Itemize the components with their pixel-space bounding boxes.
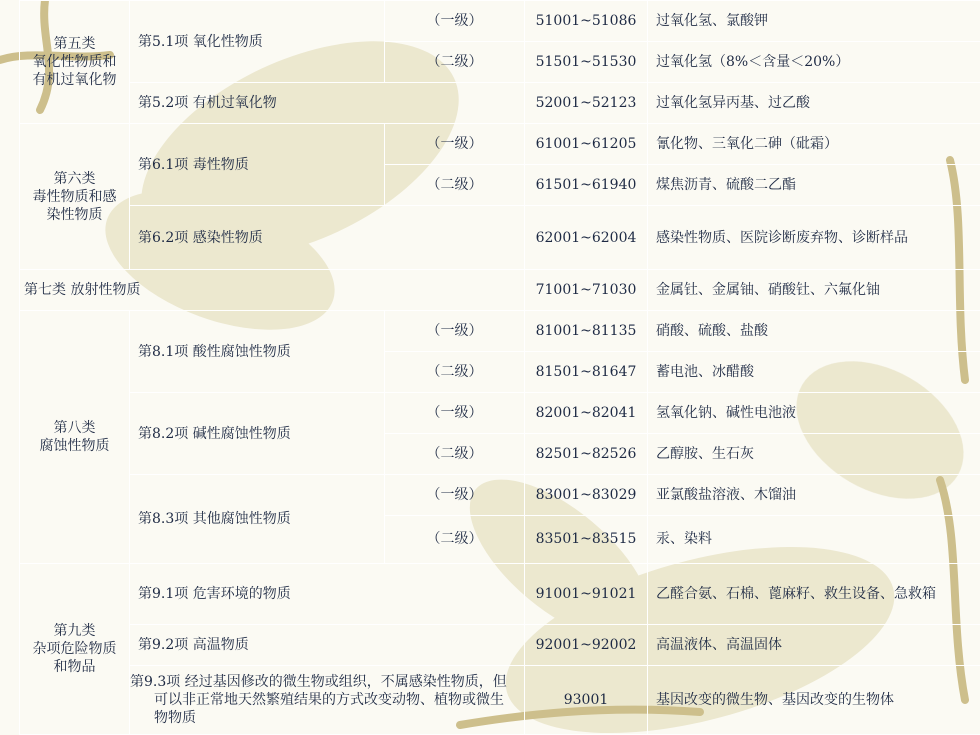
item-6-2-cell: 第6.2项 感染性物质 (130, 206, 525, 270)
examples-cell: 乙醇胺、生石灰 (648, 434, 980, 475)
item-9-2-cell: 第9.2项 高温物质 (130, 625, 525, 666)
table-row (20, 666, 980, 735)
item-9-1-cell: 第9.1项 危害环境的物质 (130, 563, 525, 625)
level-cell: （一级） (385, 475, 525, 516)
item-9-3-cell: 第9.3项 经过基因修改的微生物或组织，不属感染性物质，但可以非正常地天然繁殖结果的方式改变动物、植物或微生物物质 (130, 666, 525, 735)
examples-cell: 过氧化氢、氯酸钾 (648, 1, 980, 42)
code-cell: 83501~83515 (525, 516, 648, 563)
class-8-cell: 第八类 腐蚀性物质 (20, 311, 130, 564)
table-row (20, 311, 980, 352)
code-cell: 83001~83029 (525, 475, 648, 516)
class-5-cell: 第五类 氧化性物质和有机过氧化物 (20, 1, 130, 124)
examples-cell: 亚氯酸盐溶液、木馏油 (648, 475, 980, 516)
examples-cell: 过氧化氢异丙基、过乙酸 (648, 83, 980, 124)
examples-cell: 氢氧化钠、碱性电池液 (648, 393, 980, 434)
examples-cell: 氰化物、三氧化二砷（砒霜） (648, 124, 980, 165)
table-row (20, 83, 980, 124)
examples-cell: 蓄电池、冰醋酸 (648, 352, 980, 393)
item-8-3-cell: 第8.3项 其他腐蚀性物质 (130, 475, 385, 563)
code-cell: 92001~92002 (525, 625, 648, 666)
item-5-1-cell: 第5.1项 氧化性物质 (130, 1, 385, 83)
table-row (20, 563, 980, 625)
level-cell: （一级） (385, 1, 525, 42)
item-8-1-cell: 第8.1项 酸性腐蚀性物质 (130, 311, 385, 393)
examples-cell: 汞、染料 (648, 516, 980, 563)
class-9-cell: 第九类 杂项危险物质和物品 (20, 563, 130, 734)
table-row (20, 269, 980, 310)
code-cell: 52001~52123 (525, 83, 648, 124)
level-cell: （二级） (385, 352, 525, 393)
examples-cell: 感染性物质、医院诊断废弃物、诊断样品 (648, 206, 980, 270)
code-cell: 61501~61940 (525, 165, 648, 206)
examples-cell: 基因改变的微生物、基因改变的生物体 (648, 666, 980, 735)
code-cell: 93001 (525, 666, 648, 735)
examples-cell: 乙醛合氨、石棉、蓖麻籽、救生设备、急救箱 (648, 563, 980, 625)
code-cell: 81501~81647 (525, 352, 648, 393)
table-row (20, 1, 980, 42)
item-8-2-cell: 第8.2项 碱性腐蚀性物质 (130, 393, 385, 475)
item-5-2-cell: 第5.2项 有机过氧化物 (130, 83, 525, 124)
examples-cell: 高温液体、高温固体 (648, 625, 980, 666)
code-cell: 51501~51530 (525, 42, 648, 83)
level-cell: （二级） (385, 165, 525, 206)
code-cell: 82001~82041 (525, 393, 648, 434)
table-row (20, 625, 980, 666)
table-row (20, 206, 980, 270)
class-7-cell: 第七类 放射性物质 (20, 269, 525, 310)
level-cell: （一级） (385, 393, 525, 434)
dangerous-goods-classification-table (19, 0, 980, 735)
table-row (20, 124, 980, 165)
code-cell: 91001~91021 (525, 563, 648, 625)
code-cell: 61001~61205 (525, 124, 648, 165)
examples-cell: 硝酸、硫酸、盐酸 (648, 311, 980, 352)
code-cell: 71001~71030 (525, 269, 648, 310)
class-6-cell: 第六类 毒性物质和感染性物质 (20, 124, 130, 270)
level-cell: （二级） (385, 42, 525, 83)
code-cell: 81001~81135 (525, 311, 648, 352)
item-6-1-cell: 第6.1项 毒性物质 (130, 124, 385, 206)
examples-cell: 过氧化氢（8%＜含量＜20%） (648, 42, 980, 83)
level-cell: （二级） (385, 516, 525, 563)
code-cell: 62001~62004 (525, 206, 648, 270)
level-cell: （一级） (385, 124, 525, 165)
level-cell: （一级） (385, 311, 525, 352)
table-row (20, 475, 980, 516)
code-cell: 51001~51086 (525, 1, 648, 42)
level-cell: （二级） (385, 434, 525, 475)
examples-cell: 金属钍、金属铀、硝酸钍、六氟化铀 (648, 269, 980, 310)
examples-cell: 煤焦沥青、硫酸二乙酯 (648, 165, 980, 206)
table-row (20, 393, 980, 434)
code-cell: 82501~82526 (525, 434, 648, 475)
